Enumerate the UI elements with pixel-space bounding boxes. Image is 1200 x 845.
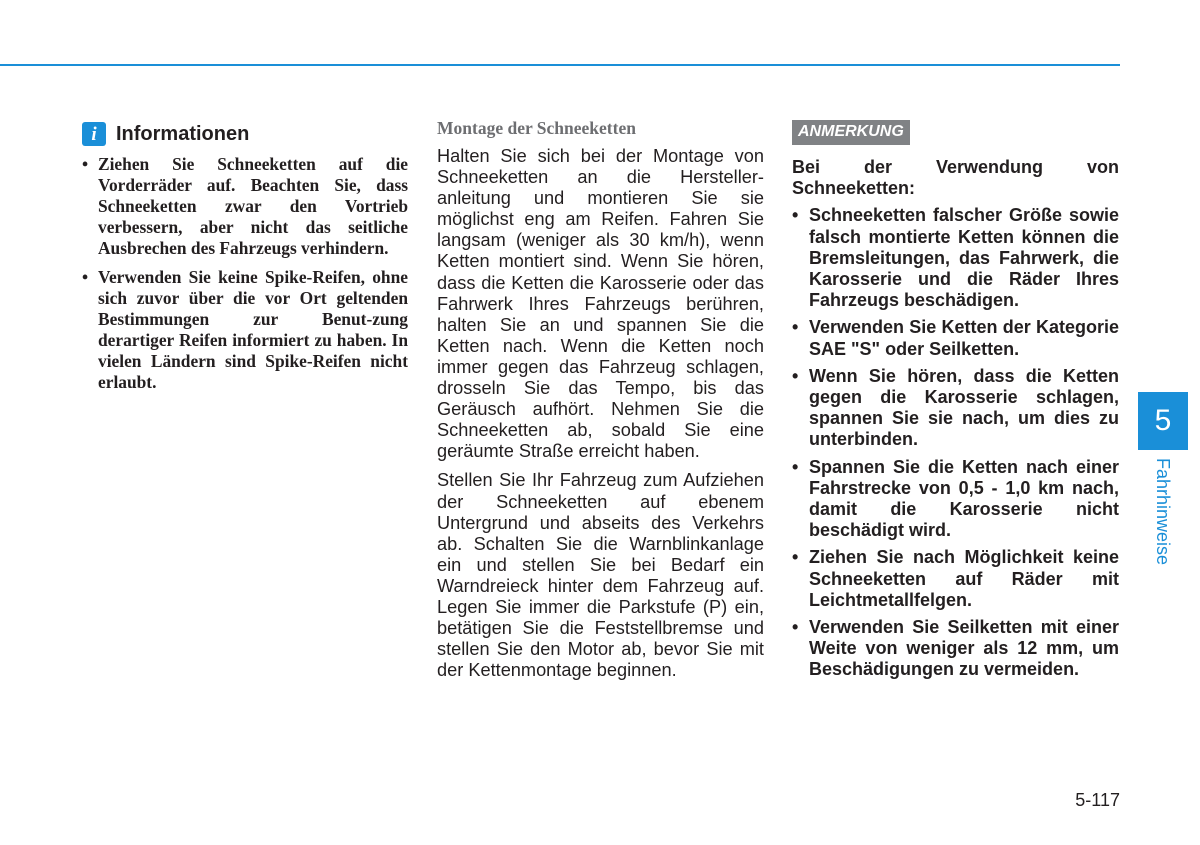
top-rule bbox=[0, 64, 1120, 66]
info-list bbox=[82, 154, 408, 393]
body-paragraph: Halten Sie sich bei der Montage von Schneeketten an die Hersteller-anleitung und montieren Sie sie möglichst eng am Reifen. Fahren Sie langsam (weniger als 30 km/h), wenn Ketten montiert sind. Wenn Sie hören, dass die Ketten die Karosserie oder das Fahrwerk Ihres Fahrzeugs berühren, halten Sie an und spannen Sie die Ketten nach. Wenn die Ketten noch immer gegen das Fahrzeug schlagen, drosseln Sie das Tempo, bis das Geräusch aufhört. Nehmen Sie die Schneeketten ab, sobald Sie eine geräumte Straße erreicht haben. bbox=[437, 146, 764, 462]
info-list-item: • Ziehen Sie Schneeketten auf die Vorderräder auf. Beachten Sie, dass Schneeketten zwar den Vortrieb verbessern, aber nicht das seitliche Ausbrechen des Fahrzeugs verhindern. bbox=[82, 154, 408, 259]
info-header bbox=[82, 122, 408, 146]
chapter-label: Fahrhinweise bbox=[1153, 458, 1173, 566]
chapter-tab: 5 bbox=[1138, 392, 1188, 450]
note-list bbox=[792, 205, 1119, 680]
note-list-item: • Verwenden Sie Seilketten mit einer Weite von weniger als 12 mm, um Beschädigungen zu vermeiden. bbox=[792, 617, 1119, 681]
note-list-item: • Spannen Sie die Ketten nach einer Fahrstrecke von 0,5 - 1,0 km nach, damit die Karosserie nicht beschädigt wird. bbox=[792, 457, 1119, 542]
note-badge: ANMERKUNG bbox=[792, 120, 910, 145]
note-list-item: • Schneeketten falscher Größe sowie falsch montierte Ketten können die Bremsleitungen, das Fahrwerk, die Karosserie und die Räder Ihres Fahrzeugs beschädigen. bbox=[792, 205, 1119, 311]
body-paragraph: Stellen Sie Ihr Fahrzeug zum Aufziehen der Schneeketten auf ebenem Untergrund und abseits des Verkehrs ab. Schalten Sie die Warnblinkanlage ein und stellen Sie bei Bedarf ein Warndreieck hinter dem Fahrzeug auf. Legen Sie immer die Parkstufe (P) ein, betätigen Sie die Feststellbremse und stellen Sie den Motor ab, bevor Sie mit der Kettenmontage beginnen. bbox=[437, 470, 764, 681]
note-intro: Bei der Verwendung von Schneeketten: bbox=[792, 157, 1119, 199]
info-list-item: • Verwenden Sie keine Spike-Reifen, ohne sich zuvor über die vor Ort geltenden Bestimmungen zur Benut-zung derartiger Reifen informiert zu haben. In vielen Ländern sind Spike-Reifen nicht erlaubt. bbox=[82, 267, 408, 393]
info-box bbox=[82, 122, 408, 401]
note-box bbox=[792, 120, 1119, 687]
note-list-item: • Wenn Sie hören, dass die Ketten gegen die Karosserie schlagen, spannen Sie sie nach, um dies zu unterbinden. bbox=[792, 366, 1119, 451]
section-heading: Montage der Schneeketten bbox=[437, 118, 636, 138]
info-title: Informationen bbox=[116, 122, 250, 145]
note-list-item: • Verwenden Sie Ketten der Kategorie SAE "S" oder Seilketten. bbox=[792, 317, 1119, 359]
mounting-section bbox=[437, 116, 764, 689]
note-list-item: • Ziehen Sie nach Möglichkeit keine Schneeketten auf Räder mit Leichtmetallfelgen. bbox=[792, 547, 1119, 611]
info-icon: i bbox=[82, 122, 106, 146]
page-number: 5-117 bbox=[1075, 790, 1120, 810]
